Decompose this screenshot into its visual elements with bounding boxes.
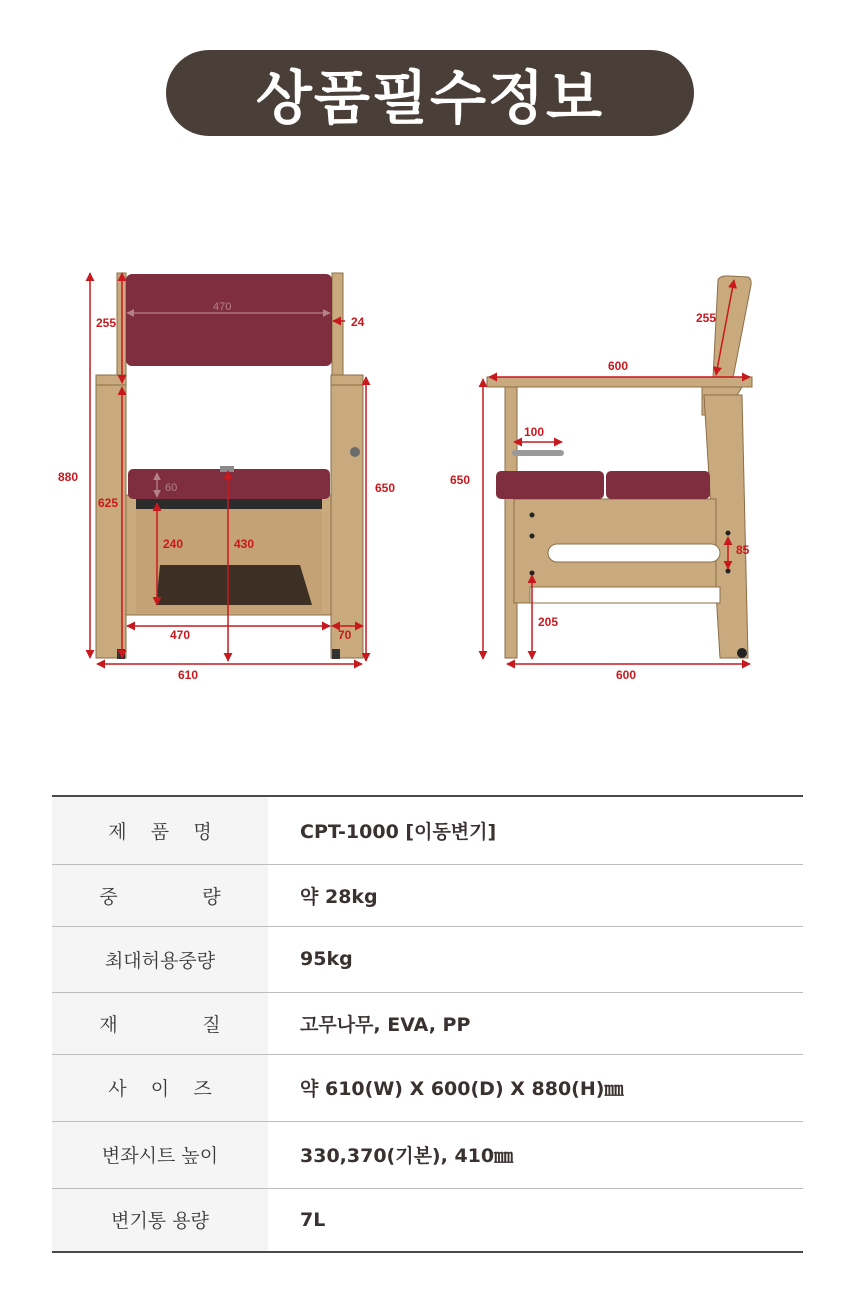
table-row <box>52 992 803 1054</box>
dim-front-cushion-thickness: 60 <box>165 482 178 494</box>
spec-value: 7L <box>300 1208 326 1231</box>
spec-label: 사 이 즈 <box>52 1054 268 1121</box>
dim-front-inner-height: 240 <box>163 537 184 551</box>
spec-value: 약 610(W) X 600(D) X 880(H)㎜ <box>268 1054 803 1121</box>
spec-label: 변기통 용량 <box>52 1188 268 1252</box>
dim-front-leg-width: 70 <box>338 628 352 642</box>
front-seat-cushion <box>128 469 330 499</box>
dim-side-slot-height: 85 <box>736 543 750 557</box>
table-row <box>52 926 803 992</box>
dim-side-handle-length: 100 <box>524 425 545 439</box>
front-backrest-cushion <box>126 274 332 366</box>
dim-side-backrest: 255 <box>696 311 717 325</box>
dim-side-top-depth: 600 <box>608 359 629 373</box>
spec-value: CPT-1000 [이동변기] <box>268 796 803 864</box>
title-banner <box>166 50 694 136</box>
spec-value: 약 28kg <box>268 864 803 926</box>
spec-value: 95kg <box>268 926 803 992</box>
table-row <box>52 1054 803 1121</box>
dim-front-seat-top-height: 430 <box>234 537 255 551</box>
dim-front-inner-width: 470 <box>170 628 191 642</box>
dim-side-height: 650 <box>450 473 471 487</box>
dim-front-backrest-thickness: 24 <box>351 315 365 329</box>
table-row <box>52 796 803 864</box>
dim-front-side-height: 650 <box>375 481 396 495</box>
dim-front-backrest-height: 255 <box>96 316 117 330</box>
dim-front-total-width: 610 <box>178 668 199 682</box>
product-dimension-diagram <box>0 255 860 695</box>
side-view <box>450 276 752 682</box>
spec-label: 중 량 <box>52 864 268 926</box>
table-row <box>52 864 803 926</box>
side-seat-cushion-rear <box>606 471 710 499</box>
spec-label: 변좌시트 높이 <box>52 1121 268 1188</box>
front-view <box>58 273 395 682</box>
side-seat-cushion-front <box>496 471 604 499</box>
page-title: 상품필수정보 <box>255 64 605 132</box>
dim-front-total-height: 880 <box>58 470 79 484</box>
spec-table <box>52 795 803 1253</box>
spec-value: 고무나무, EVA, PP <box>268 992 803 1054</box>
table-row <box>52 1121 803 1188</box>
spec-value: 330,370(기본), 410㎜ <box>268 1121 803 1188</box>
dim-side-base-depth: 600 <box>616 668 637 682</box>
spec-label: 최대허용중량 <box>52 926 268 992</box>
dim-front-backrest-width: 470 <box>213 301 232 313</box>
spec-label: 제 품 명 <box>52 796 268 864</box>
dim-front-seat-height: 625 <box>98 496 119 510</box>
spec-label: 재 질 <box>52 992 268 1054</box>
table-row <box>52 1188 803 1252</box>
dim-side-floor-clearance: 205 <box>538 615 559 629</box>
